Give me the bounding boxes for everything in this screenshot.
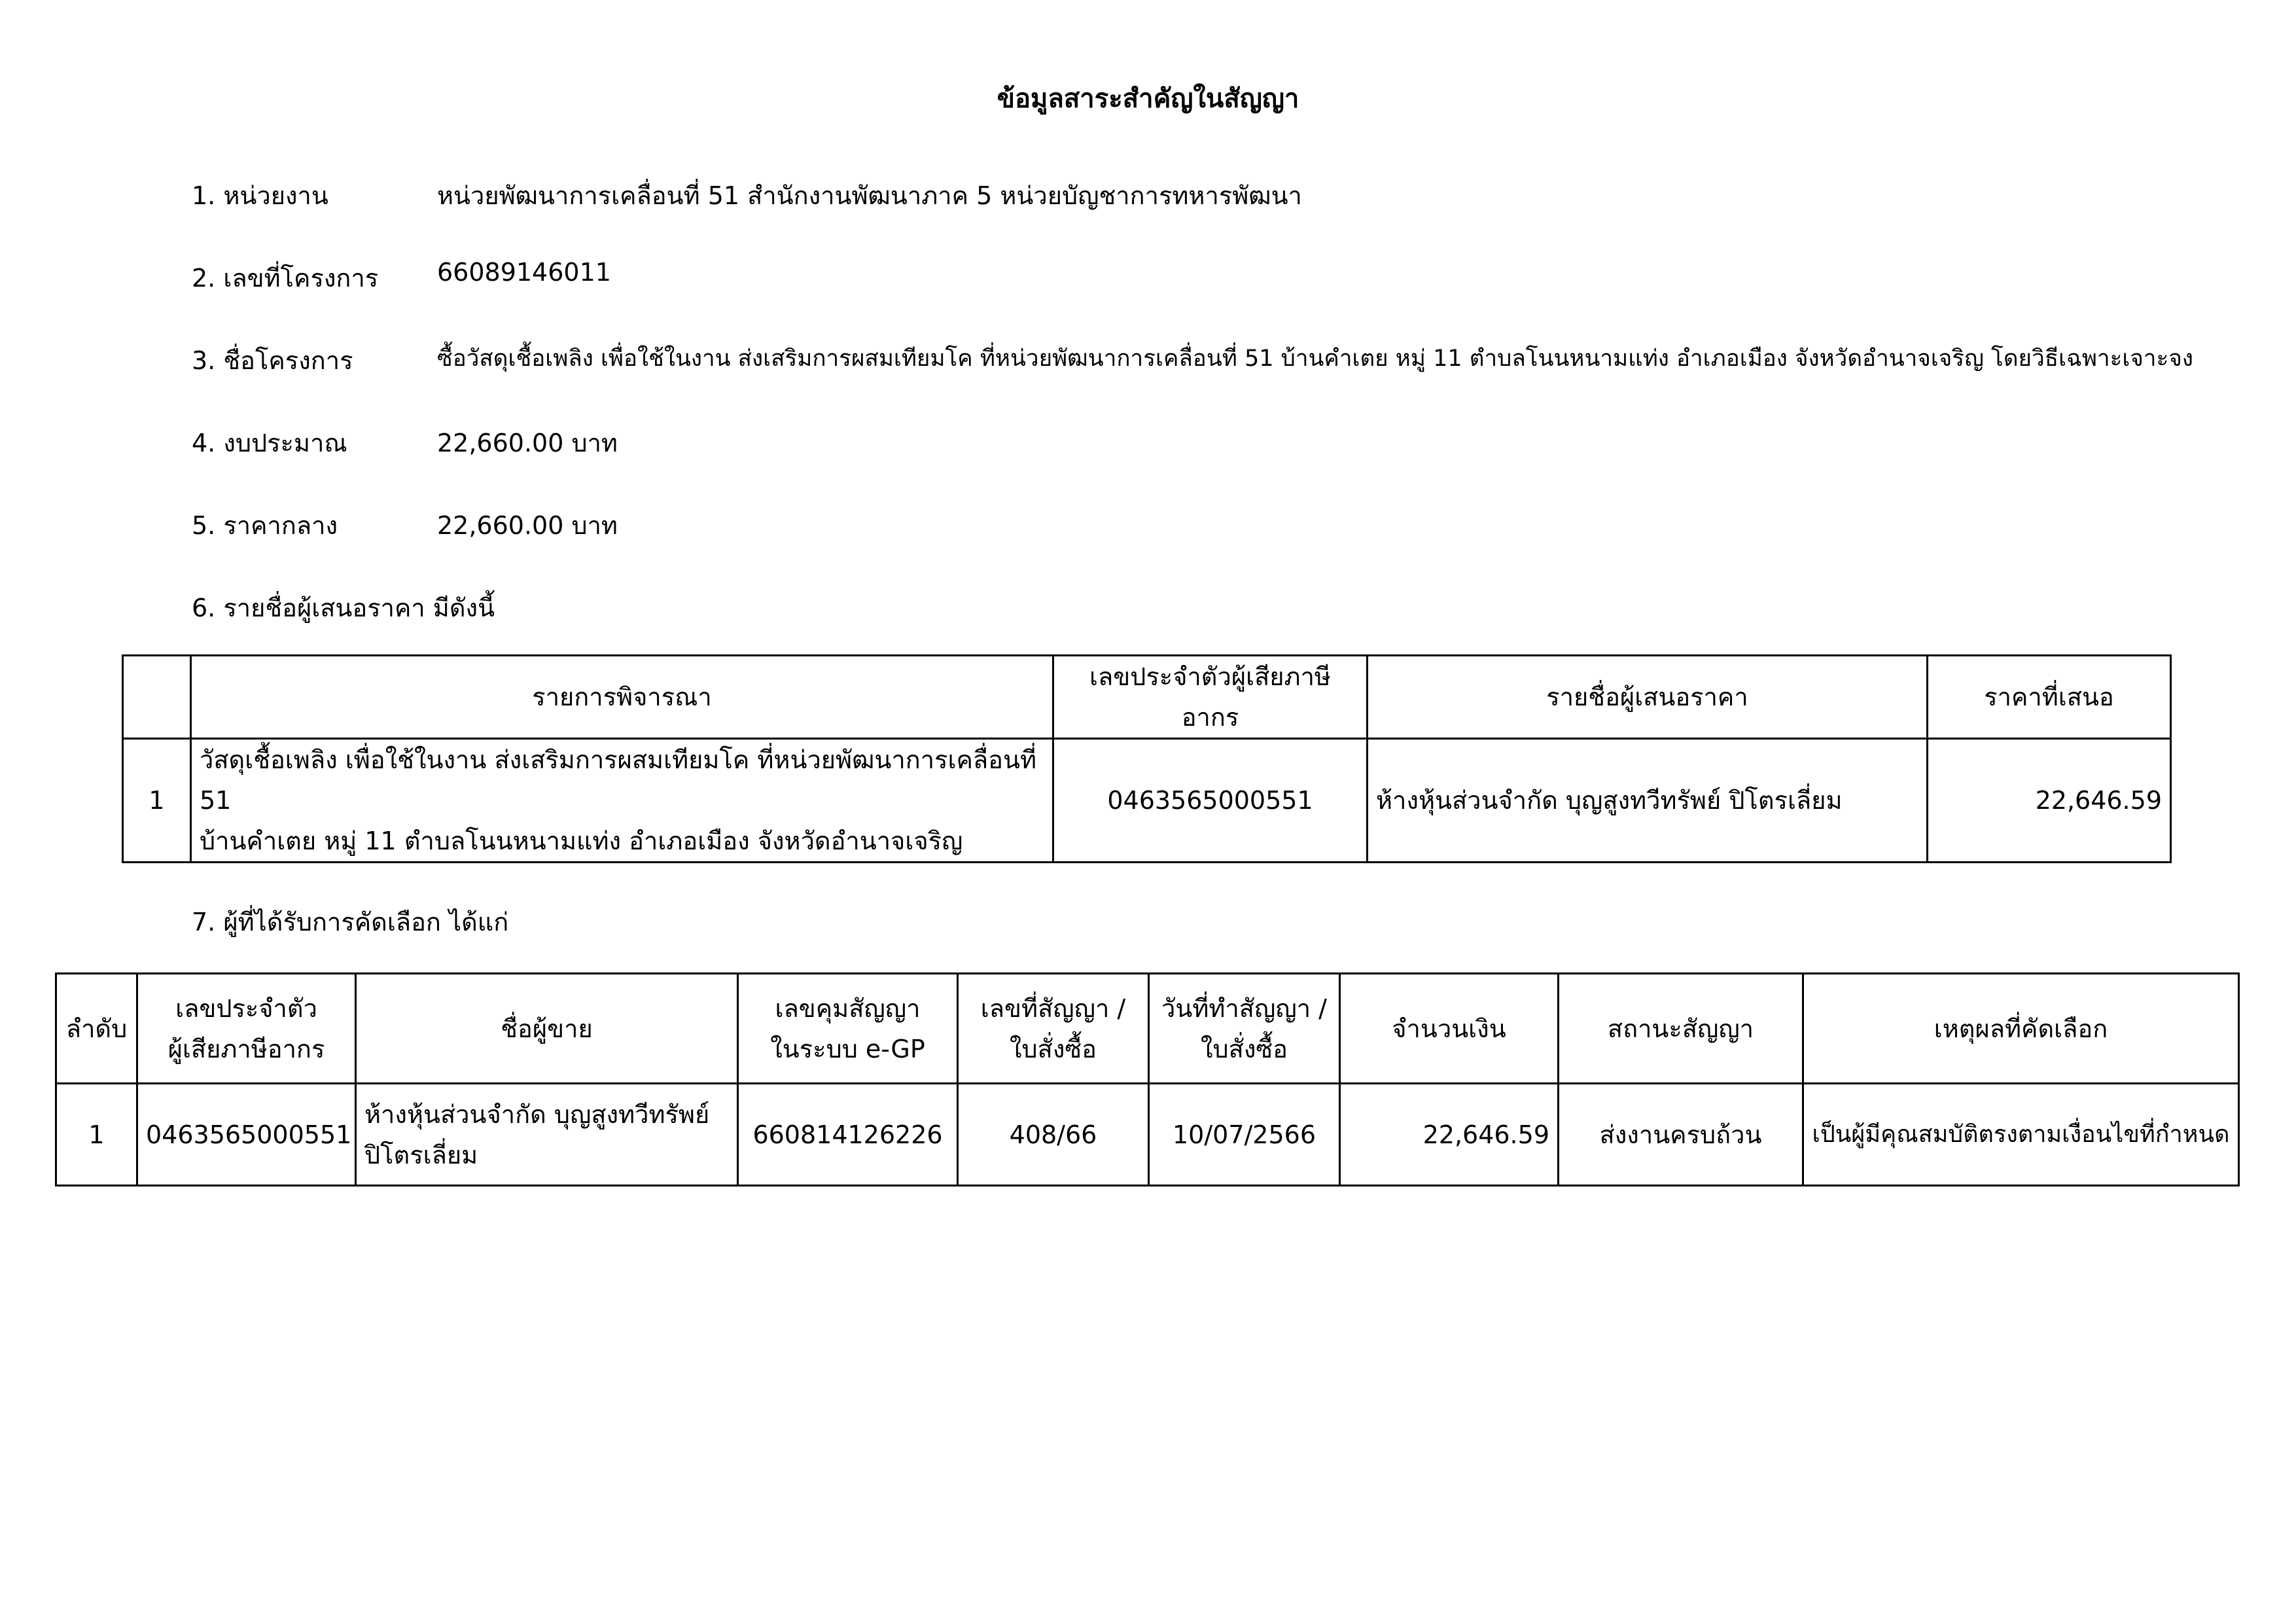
bidders-header-row [123,656,2171,739]
bidder-row-number: 1 [123,739,191,863]
median-price-label: 5. ราคากลาง [192,511,338,540]
selected-row-status: ส่งงานครบถ้วน [1559,1084,1803,1186]
selected-row-seller [356,1084,738,1186]
selected-row-seller-line2: ปิโตรเลี่ยม [364,1140,478,1169]
bidder-row-tax-id: 0463565000551 [1053,739,1368,863]
bidder-row-name: ห้างหุ้นส่วนจำกัด บุญสูงทวีทรัพย์ ปิโตรเลี่ยม [1368,739,1928,863]
budget-label: 4. งบประมาณ [192,429,347,457]
bidders-header-price: ราคาที่เสนอ [1928,656,2171,739]
selected-header-contract-date-line1: วันที่ทำสัญญา / [1161,993,1327,1023]
selected-header-contract-date-line2: ใบสั่งซื้อ [1200,1034,1288,1063]
selected-header-tax-id-line1: เลขประจำตัว [175,993,317,1023]
selected-row-contract-number: 408/66 [958,1084,1149,1186]
selected-header-number: ลำดับ [56,974,137,1084]
bidder-row-item [191,739,1053,863]
selected-row-amount: 22,646.59 [1340,1084,1559,1186]
budget-value: 22,660.00 บาท [437,429,618,457]
bidders-header-bidder: รายชื่อผู้เสนอราคา [1368,656,1928,739]
bidder-row-item-line2: บ้านคำเตย หมู่ 11 ตำบลโนนหนามแท่ง อำเภอเมือง จังหวัดอำนาจเจริญ [200,827,963,855]
project-number-value: 66089146011 [437,258,611,287]
selected-header-contract-date [1149,974,1340,1084]
selected-header-control-number [738,974,958,1084]
project-number-label: 2. เลขที่โครงการ [192,264,379,293]
agency-value: หน่วยพัฒนาการเคลื่อนที่ 51 สำนักงานพัฒนาภาค 5 หน่วยบัญชาการทหารพัฒนา [437,181,1302,210]
selected-row-reason: เป็นผู้มีคุณสมบัติตรงตามเงื่อนไขที่กำหนด [1803,1084,2239,1186]
selected-header-tax-id-line2: ผู้เสียภาษีอากร [168,1034,325,1063]
selected-table [55,972,2240,1186]
selected-row-seller-line1: ห้างหุ้นส่วนจำกัด บุญสูงทวีทรัพย์ [364,1099,710,1129]
bidders-heading: 6. รายชื่อผู้เสนอราคา มีดังนี้ [192,594,495,622]
project-name-value: ซื้อวัสดุเชื้อเพลิง เพื่อใช้ในงาน ส่งเสริมการผสมเทียมโค ที่หน่วยพัฒนาการเคลื่อนที่ 51 บ้านคำเตย หมู่ 11 ตำบลโนนหนามแท่ง อำเภอเมือง จังหวัดอำนาจเจริญ โดยวิธีเฉพาะเจาะจง [437,346,2193,372]
selected-header-control-line1: เลขคุมสัญญา [775,993,921,1023]
selected-header-reason: เหตุผลที่คัดเลือก [1803,974,2239,1084]
selected-header-tax-id [137,974,356,1084]
selected-header-contract-number [958,974,1149,1084]
bidders-header-item: รายการพิจารณา [191,656,1053,739]
selected-header-seller: ชื่อผู้ขาย [356,974,738,1084]
document-title: ข้อมูลสาระสำคัญในสัญญา [997,84,1299,114]
selected-header-control-line2: ในระบบ e-GP [770,1034,925,1063]
selected-row-control-number: 660814126226 [738,1084,958,1186]
selected-heading: 7. ผู้ที่ได้รับการคัดเลือก ได้แก่ [192,908,509,936]
selected-header-status: สถานะสัญญา [1559,974,1803,1084]
selected-header-contract-number-line2: ใบสั่งซื้อ [1009,1034,1097,1063]
selected-row-tax-id: 0463565000551 [137,1084,356,1186]
bidders-table [122,654,2172,863]
selected-header-amount: จำนวนเงิน [1340,974,1559,1084]
bidder-row-item-line1: วัสดุเชื้อเพลิง เพื่อใช้ในงาน ส่งเสริมการผสมเทียมโค ที่หน่วยพัฒนาการเคลื่อนที่ 51 [200,745,1037,815]
selected-row-number: 1 [56,1084,137,1186]
table-row [123,739,2171,863]
selected-row-contract-date: 10/07/2566 [1149,1084,1340,1186]
bidders-header-blank [123,656,191,739]
median-price-value: 22,660.00 บาท [437,511,618,540]
table-row [56,1084,2239,1186]
agency-label: 1. หน่วยงาน [192,181,328,210]
selected-header-row [56,974,2239,1084]
project-name-label: 3. ชื่อโครงการ [192,346,353,375]
selected-header-contract-number-line1: เลขที่สัญญา / [980,993,1126,1023]
bidders-header-tax-id: เลขประจำตัวผู้เสียภาษีอากร [1053,656,1368,739]
bidder-row-price: 22,646.59 [1928,739,2171,863]
